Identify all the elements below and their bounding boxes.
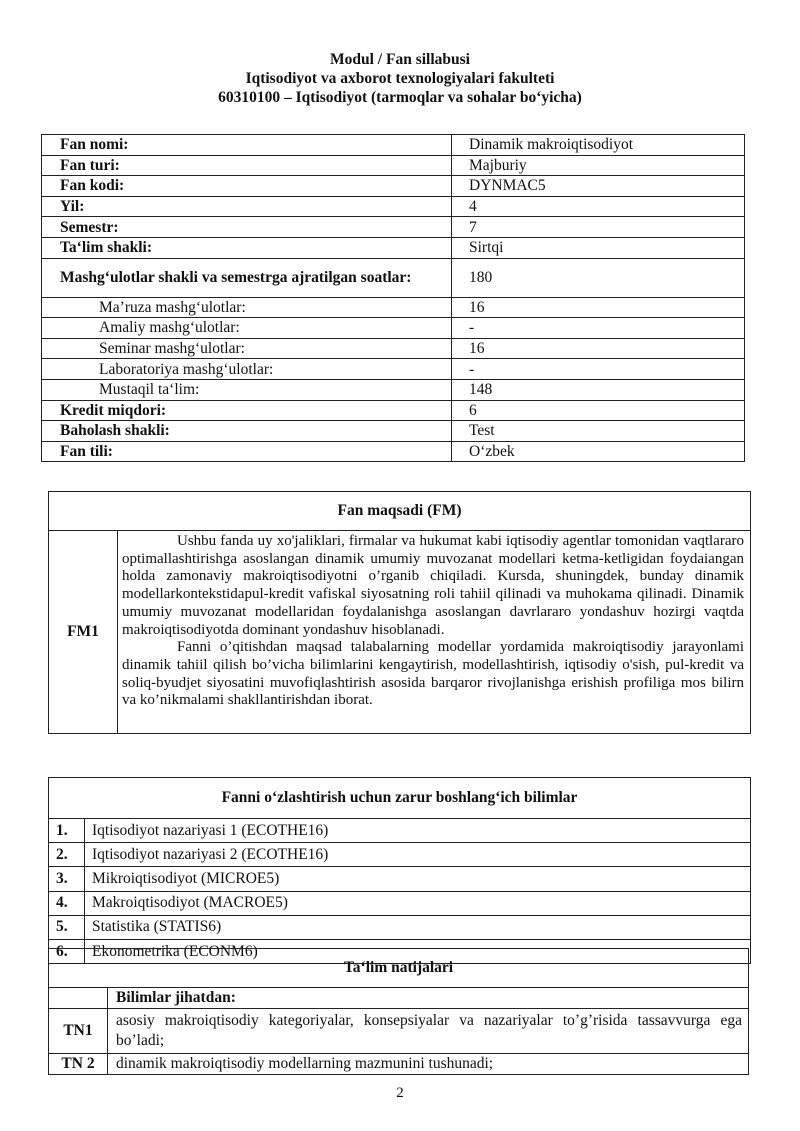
item-number: 5. [49, 915, 85, 939]
goal-code: FM1 [49, 531, 118, 734]
table-row [49, 1009, 749, 1054]
info-row [42, 237, 745, 258]
info-label: Fan kodi: [42, 176, 452, 197]
goal-text [118, 531, 751, 734]
page-number: 2 [396, 1085, 404, 1101]
goal-paragraph: Fanni o’qitishdan maqsad talabalarning modellar yordamida makroiqtisodiy jarayonlami dinamik tahiil qilish bo’vicha bilimlarini kengaytirish, modellashtirish, iqtisodiy o'sish, pul-kredit va soliq-byudjet siyosatini muvofiqlashtirish asosida barqaror rivojlanishga erishish profiliga mos bilirn va ko’nikmalami shakllantirishdan iborat. [122, 639, 744, 709]
table-row [49, 1054, 749, 1075]
info-label: Fan tili: [42, 441, 452, 462]
info-value: Test [452, 421, 745, 442]
info-value: 4 [452, 196, 745, 217]
info-row [42, 421, 745, 442]
item-number: 4. [49, 891, 85, 915]
outcomes-subheading: Bilimlar jihatdan: [108, 988, 749, 1009]
info-value: Sirtqi [452, 237, 745, 258]
outcomes-heading: Ta‘lim natijalari [49, 949, 749, 988]
prerequisites-heading: Fanni o‘zlashtirish uchun zarur boshlang‘ich bilimlar [49, 778, 751, 819]
info-value: Dinamik makroiqtisodiyot [452, 135, 745, 156]
prerequisites-table [48, 777, 751, 964]
goal-heading: Fan maqsadi (FM) [49, 492, 751, 531]
info-label: Ma’ruza mashg‘ulotlar: [42, 297, 452, 318]
item-number: 1. [49, 819, 85, 843]
item-text: Makroiqtisodiyot (MACROE5) [85, 891, 751, 915]
info-row [42, 359, 745, 380]
info-label: Yil: [42, 196, 452, 217]
info-row [42, 318, 745, 339]
list-item [49, 819, 751, 843]
info-value: - [452, 359, 745, 380]
list-item [49, 843, 751, 867]
item-number: 3. [49, 867, 85, 891]
doc-title: Modul / Fan sillabusi [330, 51, 470, 68]
info-row [42, 258, 745, 297]
outcome-code: TN1 [49, 1009, 108, 1054]
item-text: Statistika (STATIS6) [85, 915, 751, 939]
info-value: 16 [452, 338, 745, 359]
info-label: Baholash shakli: [42, 421, 452, 442]
item-text: Iqtisodiyot nazariyasi 2 (ECOTHE16) [85, 843, 751, 867]
list-item [49, 867, 751, 891]
outcome-code: TN 2 [49, 1054, 108, 1075]
info-value: 148 [452, 379, 745, 400]
info-row [42, 338, 745, 359]
faculty-title: Iqtisodiyot va axborot texnologiyalari fakulteti [245, 70, 555, 87]
empty-cell [49, 988, 108, 1009]
outcome-text: asosiy makroiqtisodiy kategoriyalar, konsepsiyalar va nazariyalar to’g’risida tassavvurga ega bo’ladi; [108, 1009, 749, 1054]
outcome-text: dinamik makroiqtisodiy modellarning mazmunini tushunadi; [108, 1054, 749, 1075]
list-item [49, 915, 751, 939]
info-label: Semestr: [42, 217, 452, 238]
info-value: Majburiy [452, 155, 745, 176]
item-number: 6. [49, 939, 85, 963]
info-row [42, 379, 745, 400]
info-label: Laboratoriya mashg‘ulotlar: [42, 359, 452, 380]
info-value: DYNMAC5 [452, 176, 745, 197]
info-label: Ta‘lim shakli: [42, 237, 452, 258]
info-value: O‘zbek [452, 441, 745, 462]
info-label: Mustaqil ta‘lim: [42, 379, 452, 400]
info-label: Mashg‘ulotlar shakli va semestrga ajratilgan soatlar: [42, 258, 452, 297]
info-value: 180 [452, 258, 745, 297]
info-value: - [452, 318, 745, 339]
course-info-table [41, 134, 745, 462]
info-row [42, 196, 745, 217]
info-row [42, 176, 745, 197]
course-goal-table [48, 491, 751, 734]
info-label: Fan turi: [42, 155, 452, 176]
learning-outcomes-table [48, 948, 749, 1075]
list-item [49, 891, 751, 915]
item-text: Iqtisodiyot nazariyasi 1 (ECOTHE16) [85, 819, 751, 843]
info-row [42, 155, 745, 176]
info-row [42, 441, 745, 462]
info-label: Amaliy mashg‘ulotlar: [42, 318, 452, 339]
info-row [42, 217, 745, 238]
goal-paragraph: Ushbu fanda uy xo'jaliklari, firmalar va hukumat kabi iqtisodiy agentlar tomonidan vaqtlararo optimallashtirishga asoslangan dinamik umumiy muvozanat modellari ketma-ketligidan foydaiangan holda zamonaviy makroiqtisodiyotni o’rganib chiqiladi. Kursda, shuningdek, bunday dinamik modellarkontekstidapul-kredit vafiskal siyosatning roli tahiil qilinadi va muhokama qilinadi. Dinamik umumiy muvozanat modellaridan foydalanishga asoslangan davrlararo yondashuv hozirgi vaqtda makroiqtisodiyotda dominant yondashuv hisoblanadi. [122, 533, 744, 638]
info-label: Seminar mashg‘ulotlar: [42, 338, 452, 359]
info-value: 16 [452, 297, 745, 318]
item-text: Mikroiqtisodiyot (MICROE5) [85, 867, 751, 891]
info-value: 7 [452, 217, 745, 238]
item-text: Ekonometrika (ECONM6) [85, 939, 751, 963]
item-number: 2. [49, 843, 85, 867]
info-row [42, 400, 745, 421]
info-label: Fan nomi: [42, 135, 452, 156]
info-value: 6 [452, 400, 745, 421]
info-row [42, 297, 745, 318]
info-row [42, 135, 745, 156]
info-label: Kredit miqdori: [42, 400, 452, 421]
program-title: 60310100 – Iqtisodiyot (tarmoqlar va sohalar bo‘yicha) [218, 89, 582, 106]
